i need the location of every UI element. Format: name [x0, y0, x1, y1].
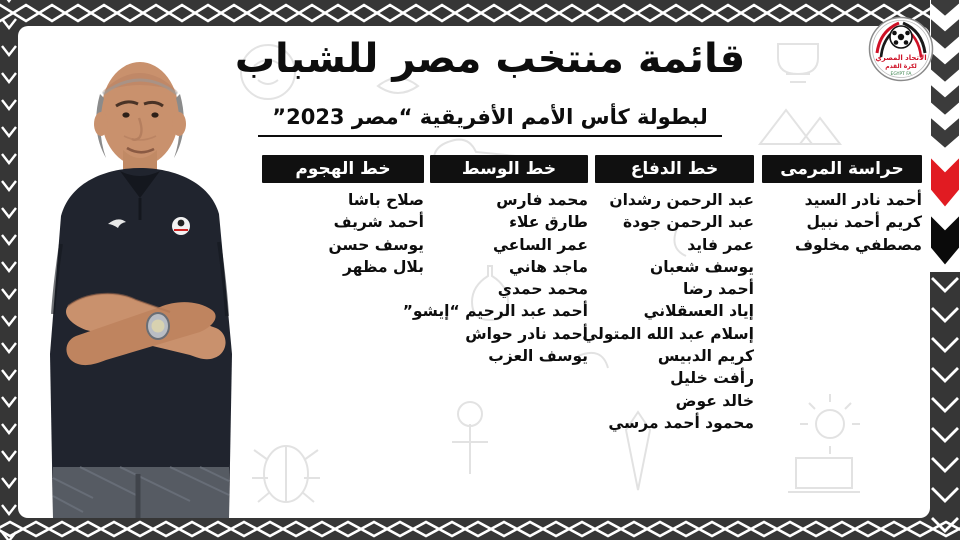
player-name: مصطفي مخلوف: [794, 235, 922, 254]
player-name: محمد فارس: [496, 191, 588, 209]
border-zigzag-bottom: [0, 518, 960, 540]
player-name: محمود أحمد مرسي: [608, 413, 754, 432]
player-list-defense: [582, 183, 754, 434]
head-coach-photo: [20, 44, 250, 518]
player-list-attack: [262, 183, 424, 278]
player-name: أحمد رضا: [683, 280, 754, 299]
column-midfield: [402, 155, 588, 367]
player-list-goalkeepers: [762, 183, 922, 256]
player-name: يوسف حسن: [328, 235, 424, 254]
player-name: ماجد هاني: [508, 257, 588, 276]
section-header-goalkeepers: حراسة المرمى: [762, 155, 922, 183]
player-name: إياد العسقلاني: [643, 302, 754, 321]
title-block: [230, 36, 750, 137]
player-name: عبد الرحمن جودة: [623, 213, 754, 232]
player-name: رأفت خليل: [670, 369, 754, 388]
player-name: بلال مظهر: [342, 257, 424, 276]
player-name: يوسف شعبان: [649, 257, 754, 276]
chevron-arrow-strip: [930, 0, 960, 272]
efa-name-ar-1: الاتحاد المصري: [875, 54, 927, 62]
section-header-defense: خط الدفاع: [595, 155, 754, 183]
border-zigzag-right: [930, 272, 960, 540]
player-name: خالد عوض: [675, 391, 754, 410]
player-name: أحمد نادر حواش: [465, 324, 588, 343]
player-name: أحمد عبد الرحيم “إيشو”: [402, 302, 588, 321]
player-name: أحمد نادر السيد: [804, 191, 922, 209]
efa-name-en: EGYPT FA: [890, 72, 912, 77]
player-name: محمد حمدي: [497, 280, 588, 299]
content-card: [18, 26, 930, 518]
player-name: أحمد شريف: [333, 213, 424, 232]
player-list-midfield: [402, 183, 588, 367]
border-zigzag-left: [0, 0, 18, 540]
column-defense: [582, 155, 754, 434]
player-name: إسلام عبد الله المتولي: [582, 324, 754, 343]
column-goalkeepers: [762, 155, 922, 256]
player-name: كريم الدبيس: [657, 347, 754, 366]
border-zigzag-top: [0, 0, 960, 26]
section-header-attack: خط الهجوم: [262, 155, 424, 183]
column-attack: [262, 155, 424, 278]
poster-subtitle: لبطولة كأس الأمم الأفريقية “مصر 2023”: [258, 105, 721, 137]
player-name: عبد الرحمن رشدان: [609, 191, 754, 209]
player-name: عمر فايد: [687, 235, 754, 254]
section-header-midfield: خط الوسط: [430, 155, 588, 183]
egyptian-fa-logo: [868, 16, 934, 82]
player-name: عمر الساعي: [492, 235, 588, 254]
player-name: طارق علاء: [509, 213, 588, 232]
player-name: صلاح باشا: [347, 191, 424, 209]
player-name: يوسف العزب: [488, 347, 588, 366]
player-name: كريم أحمد نبيل: [806, 213, 922, 232]
efa-name-ar-2: لكرة القدم: [885, 63, 917, 70]
poster-title: قائمة منتخب مصر للشباب: [234, 36, 746, 82]
